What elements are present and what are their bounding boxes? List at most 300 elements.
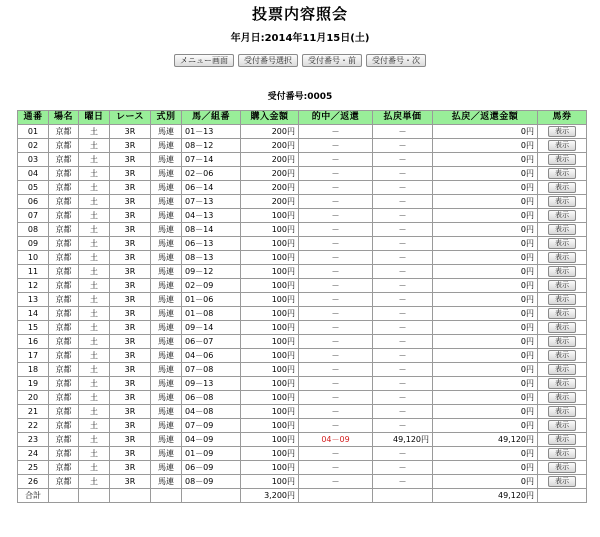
table-row [18,167,587,181]
ticket-cell [538,195,587,209]
hit-refund-cell: － [299,475,373,489]
payout-unit-cell: － [373,223,433,237]
purchase-amount-cell: 100円 [241,335,299,349]
combination-cell: 04－09 [182,433,241,447]
venue-cell: 京都 [49,293,79,307]
ticket-cell [538,307,587,321]
bet-type-cell: 馬連 [151,321,182,335]
hit-refund-cell: － [299,223,373,237]
bet-type-cell: 馬連 [151,139,182,153]
race-cell: 3R [110,405,151,419]
hit-refund-cell: － [299,321,373,335]
combination-cell: 02－09 [182,279,241,293]
hit-refund-cell: － [299,265,373,279]
race-cell: 3R [110,153,151,167]
header-day: 曜日 [79,111,110,125]
payout-amount-cell: 0円 [433,363,538,377]
race-cell: 3R [110,475,151,489]
ticket-cell [538,419,587,433]
payout-amount-cell: 0円 [433,139,538,153]
hit-refund-cell: － [299,279,373,293]
purchase-amount-cell: 100円 [241,209,299,223]
hit-refund-cell: － [299,209,373,223]
bet-type-cell: 馬連 [151,419,182,433]
race-cell: 3R [110,307,151,321]
payout-unit-cell: － [373,475,433,489]
payout-amount-cell: 0円 [433,349,538,363]
payout-unit-cell: － [373,321,433,335]
table-row [18,461,587,475]
payout-unit-cell: － [373,153,433,167]
ticket-cell [538,335,587,349]
show-ticket-button[interactable]: 表示 [548,448,576,459]
payout-amount-cell: 0円 [433,377,538,391]
bet-type-cell: 馬連 [151,279,182,293]
payout-amount-cell: 0円 [433,195,538,209]
show-ticket-button[interactable]: 表示 [548,238,576,249]
payout-unit-cell: － [373,237,433,251]
show-ticket-button[interactable]: 表示 [548,406,576,417]
day-cell: 土 [79,419,110,433]
venue-cell: 京都 [49,181,79,195]
bet-type-cell: 馬連 [151,307,182,321]
table-row [18,279,587,293]
total-purchase-amount: 3,200円 [241,489,299,503]
bet-type-cell: 馬連 [151,349,182,363]
venue-cell: 京都 [49,195,79,209]
combination-cell: 06－13 [182,237,241,251]
show-ticket-button[interactable]: 表示 [548,350,576,361]
bet-type-cell: 馬連 [151,293,182,307]
serial-cell: 18 [18,363,49,377]
serial-cell: 21 [18,405,49,419]
combination-cell: 07－13 [182,195,241,209]
ticket-cell [538,363,587,377]
combination-cell: 08－13 [182,251,241,265]
show-ticket-button[interactable]: 表示 [548,182,576,193]
show-ticket-button[interactable]: 表示 [548,420,576,431]
header-purchase-amount: 購入金額 [241,111,299,125]
table-header-row [18,111,587,125]
venue-cell: 京都 [49,377,79,391]
serial-cell: 01 [18,125,49,139]
race-cell: 3R [110,195,151,209]
payout-unit-cell: － [373,167,433,181]
combination-cell: 09－13 [182,377,241,391]
header-hit-refund: 的中／返還 [299,111,373,125]
payout-amount-cell: 0円 [433,405,538,419]
combination-cell: 04－13 [182,209,241,223]
venue-cell: 京都 [49,265,79,279]
hit-refund-cell: － [299,335,373,349]
table-row [18,181,587,195]
bet-type-cell: 馬連 [151,153,182,167]
payout-amount-cell: 0円 [433,475,538,489]
header-ticket: 馬券 [538,111,587,125]
day-cell: 土 [79,279,110,293]
payout-amount-cell: 0円 [433,153,538,167]
payout-amount-cell: 0円 [433,391,538,405]
bet-type-cell: 馬連 [151,335,182,349]
receipt-number: 受付番号:0005 [267,92,333,102]
day-cell: 土 [79,209,110,223]
total-empty-cell [538,489,587,503]
total-label: 合計 [18,489,49,503]
serial-cell: 17 [18,349,49,363]
serial-cell: 08 [18,223,49,237]
ticket-cell [538,237,587,251]
payout-amount-cell: 0円 [433,307,538,321]
payout-unit-cell: － [373,307,433,321]
day-cell: 土 [79,475,110,489]
combination-cell: 07－08 [182,363,241,377]
show-ticket-button[interactable]: 表示 [548,294,576,305]
hit-refund-cell: － [299,251,373,265]
serial-cell: 11 [18,265,49,279]
venue-cell: 京都 [49,153,79,167]
payout-amount-cell: 49,120円 [433,433,538,447]
menu-screen-button[interactable]: メニュー画面 [174,54,234,67]
nav-button-row [0,54,600,67]
ticket-cell [538,433,587,447]
combination-cell: 04－08 [182,405,241,419]
purchase-amount-cell: 200円 [241,167,299,181]
serial-cell: 10 [18,251,49,265]
combination-cell: 06－07 [182,335,241,349]
ticket-cell [538,125,587,139]
serial-cell: 23 [18,433,49,447]
combination-cell: 01－13 [182,125,241,139]
hit-refund-cell: － [299,349,373,363]
venue-cell: 京都 [49,391,79,405]
payout-unit-cell: 49,120円 [373,433,433,447]
day-cell: 土 [79,195,110,209]
table-row [18,195,587,209]
day-cell: 土 [79,251,110,265]
hit-refund-cell: － [299,293,373,307]
header-combination: 馬／組番 [182,111,241,125]
purchase-amount-cell: 200円 [241,195,299,209]
day-cell: 土 [79,335,110,349]
ticket-cell [538,167,587,181]
hit-refund-cell: － [299,167,373,181]
header-payout-unit: 払戻単価 [373,111,433,125]
payout-amount-cell: 0円 [433,181,538,195]
race-cell: 3R [110,391,151,405]
combination-cell: 01－08 [182,307,241,321]
day-cell: 土 [79,461,110,475]
purchase-amount-cell: 100円 [241,391,299,405]
purchase-amount-cell: 200円 [241,153,299,167]
prev-receipt-button[interactable]: 受付番号・前 [302,54,362,67]
day-cell: 土 [79,223,110,237]
ticket-cell [538,223,587,237]
table-row [18,251,587,265]
serial-cell: 14 [18,307,49,321]
bet-type-cell: 馬連 [151,377,182,391]
show-ticket-button[interactable]: 表示 [548,476,576,487]
header-payout-amount: 払戻／返還金額 [433,111,538,125]
bet-type-cell: 馬連 [151,181,182,195]
combination-cell: 08－14 [182,223,241,237]
payout-amount-cell: 0円 [433,419,538,433]
hit-refund-cell: － [299,195,373,209]
day-cell: 土 [79,377,110,391]
race-cell: 3R [110,209,151,223]
payout-amount-cell: 0円 [433,321,538,335]
venue-cell: 京都 [49,349,79,363]
venue-cell: 京都 [49,363,79,377]
day-cell: 土 [79,181,110,195]
hit-refund-cell: － [299,237,373,251]
race-cell: 3R [110,447,151,461]
show-ticket-button[interactable]: 表示 [548,434,576,445]
serial-cell: 07 [18,209,49,223]
payout-amount-cell: 0円 [433,293,538,307]
table-row [18,139,587,153]
day-cell: 土 [79,125,110,139]
hit-refund-cell: － [299,139,373,153]
table-row [18,433,587,447]
show-ticket-button[interactable]: 表示 [548,392,576,403]
serial-cell: 26 [18,475,49,489]
payout-unit-cell: － [373,139,433,153]
payout-unit-cell: － [373,251,433,265]
payout-amount-cell: 0円 [433,461,538,475]
purchase-amount-cell: 100円 [241,461,299,475]
venue-cell: 京都 [49,321,79,335]
bet-type-cell: 馬連 [151,125,182,139]
race-cell: 3R [110,293,151,307]
ticket-cell [538,139,587,153]
payout-unit-cell: － [373,195,433,209]
venue-cell: 京都 [49,209,79,223]
total-empty-cell [373,489,433,503]
payout-unit-cell: － [373,377,433,391]
bet-type-cell: 馬連 [151,251,182,265]
show-ticket-button[interactable]: 表示 [548,168,576,179]
serial-cell: 05 [18,181,49,195]
race-cell: 3R [110,335,151,349]
hit-refund-cell: － [299,307,373,321]
combination-cell: 09－14 [182,321,241,335]
hit-refund-cell: － [299,391,373,405]
table-row [18,475,587,489]
serial-cell: 19 [18,377,49,391]
combination-cell: 07－09 [182,419,241,433]
bet-type-cell: 馬連 [151,223,182,237]
ticket-cell [538,405,587,419]
payout-amount-cell: 0円 [433,237,538,251]
table-row [18,307,587,321]
purchase-amount-cell: 100円 [241,405,299,419]
show-ticket-button[interactable]: 表示 [548,462,576,473]
payout-unit-cell: － [373,265,433,279]
combination-cell: 06－09 [182,461,241,475]
serial-cell: 16 [18,335,49,349]
combination-cell: 07－14 [182,153,241,167]
purchase-amount-cell: 100円 [241,475,299,489]
payout-unit-cell: － [373,181,433,195]
race-cell: 3R [110,139,151,153]
serial-cell: 20 [18,391,49,405]
payout-unit-cell: － [373,363,433,377]
table-row [18,265,587,279]
venue-cell: 京都 [49,433,79,447]
ticket-cell [538,391,587,405]
payout-amount-cell: 0円 [433,335,538,349]
page-title: 投票内容照会 [251,5,348,23]
hit-refund-cell: － [299,447,373,461]
ticket-cell [538,293,587,307]
ticket-cell [538,265,587,279]
show-ticket-button[interactable]: 表示 [548,378,576,389]
combination-cell: 02－06 [182,167,241,181]
day-cell: 土 [79,153,110,167]
day-cell: 土 [79,293,110,307]
payout-unit-cell: － [373,349,433,363]
bet-type-cell: 馬連 [151,461,182,475]
race-cell: 3R [110,181,151,195]
race-cell: 3R [110,251,151,265]
combination-cell: 01－06 [182,293,241,307]
venue-cell: 京都 [49,335,79,349]
payout-amount-cell: 0円 [433,167,538,181]
total-empty-cell [49,489,79,503]
bet-type-cell: 馬連 [151,265,182,279]
venue-cell: 京都 [49,307,79,321]
show-ticket-button[interactable]: 表示 [548,308,576,319]
day-cell: 土 [79,167,110,181]
table-row [18,335,587,349]
day-cell: 土 [79,363,110,377]
payout-unit-cell: － [373,279,433,293]
payout-unit-cell: － [373,447,433,461]
serial-cell: 22 [18,419,49,433]
day-cell: 土 [79,307,110,321]
serial-cell: 03 [18,153,49,167]
venue-cell: 京都 [49,419,79,433]
race-cell: 3R [110,419,151,433]
bet-type-cell: 馬連 [151,237,182,251]
purchase-amount-cell: 100円 [241,251,299,265]
purchase-amount-cell: 100円 [241,223,299,237]
select-receipt-button[interactable]: 受付番号選択 [238,54,298,67]
day-cell: 土 [79,237,110,251]
payout-amount-cell: 0円 [433,251,538,265]
serial-cell: 06 [18,195,49,209]
hit-refund-cell: － [299,405,373,419]
payout-amount-cell: 0円 [433,279,538,293]
show-ticket-button[interactable]: 表示 [548,280,576,291]
payout-amount-cell: 0円 [433,447,538,461]
race-cell: 3R [110,167,151,181]
ticket-cell [538,475,587,489]
hit-refund-cell: － [299,363,373,377]
payout-unit-cell: － [373,461,433,475]
venue-cell: 京都 [49,279,79,293]
hit-refund-cell: － [299,377,373,391]
show-ticket-button[interactable]: 表示 [548,364,576,375]
bet-type-cell: 馬連 [151,433,182,447]
header-venue: 場名 [49,111,79,125]
payout-unit-cell: － [373,391,433,405]
purchase-amount-cell: 100円 [241,265,299,279]
race-cell: 3R [110,349,151,363]
bet-type-cell: 馬連 [151,405,182,419]
total-empty-cell [79,489,110,503]
table-row [18,363,587,377]
serial-cell: 15 [18,321,49,335]
purchase-amount-cell: 100円 [241,307,299,321]
hit-refund-cell: － [299,419,373,433]
purchase-amount-cell: 100円 [241,349,299,363]
day-cell: 土 [79,349,110,363]
show-ticket-button[interactable]: 表示 [548,196,576,207]
show-ticket-button[interactable]: 表示 [548,154,576,165]
venue-cell: 京都 [49,447,79,461]
show-ticket-button[interactable]: 表示 [548,322,576,333]
payout-unit-cell: － [373,293,433,307]
combination-cell: 08－12 [182,139,241,153]
payout-unit-cell: － [373,419,433,433]
total-empty-cell [299,489,373,503]
table-row [18,209,587,223]
ticket-cell [538,153,587,167]
bet-type-cell: 馬連 [151,475,182,489]
show-ticket-button[interactable]: 表示 [548,224,576,235]
bet-type-cell: 馬連 [151,391,182,405]
next-receipt-button[interactable]: 受付番号・次 [366,54,426,67]
combination-cell: 01－09 [182,447,241,461]
show-ticket-button[interactable]: 表示 [548,336,576,347]
table-row [18,293,587,307]
payout-unit-cell: － [373,125,433,139]
day-cell: 土 [79,405,110,419]
serial-cell: 13 [18,293,49,307]
day-cell: 土 [79,433,110,447]
show-ticket-button[interactable]: 表示 [548,126,576,137]
purchase-amount-cell: 100円 [241,279,299,293]
payout-amount-cell: 0円 [433,265,538,279]
day-cell: 土 [79,391,110,405]
bet-type-cell: 馬連 [151,167,182,181]
combination-cell: 04－06 [182,349,241,363]
race-cell: 3R [110,321,151,335]
payout-amount-cell: 0円 [433,125,538,139]
table-row [18,349,587,363]
show-ticket-button[interactable]: 表示 [548,210,576,221]
table-row [18,223,587,237]
serial-cell: 12 [18,279,49,293]
table-row [18,321,587,335]
total-payout-amount: 49,120円 [433,489,538,503]
venue-cell: 京都 [49,167,79,181]
hit-refund-cell: － [299,125,373,139]
show-ticket-button[interactable]: 表示 [548,266,576,277]
race-cell: 3R [110,237,151,251]
header-race: レース [110,111,151,125]
race-cell: 3R [110,125,151,139]
payout-amount-cell: 0円 [433,223,538,237]
show-ticket-button[interactable]: 表示 [548,252,576,263]
date-line: 年月日:2014年11月15日(土) [230,33,370,44]
venue-cell: 京都 [49,139,79,153]
show-ticket-button[interactable]: 表示 [548,140,576,151]
ticket-cell [538,209,587,223]
payout-unit-cell: － [373,335,433,349]
ticket-cell [538,181,587,195]
